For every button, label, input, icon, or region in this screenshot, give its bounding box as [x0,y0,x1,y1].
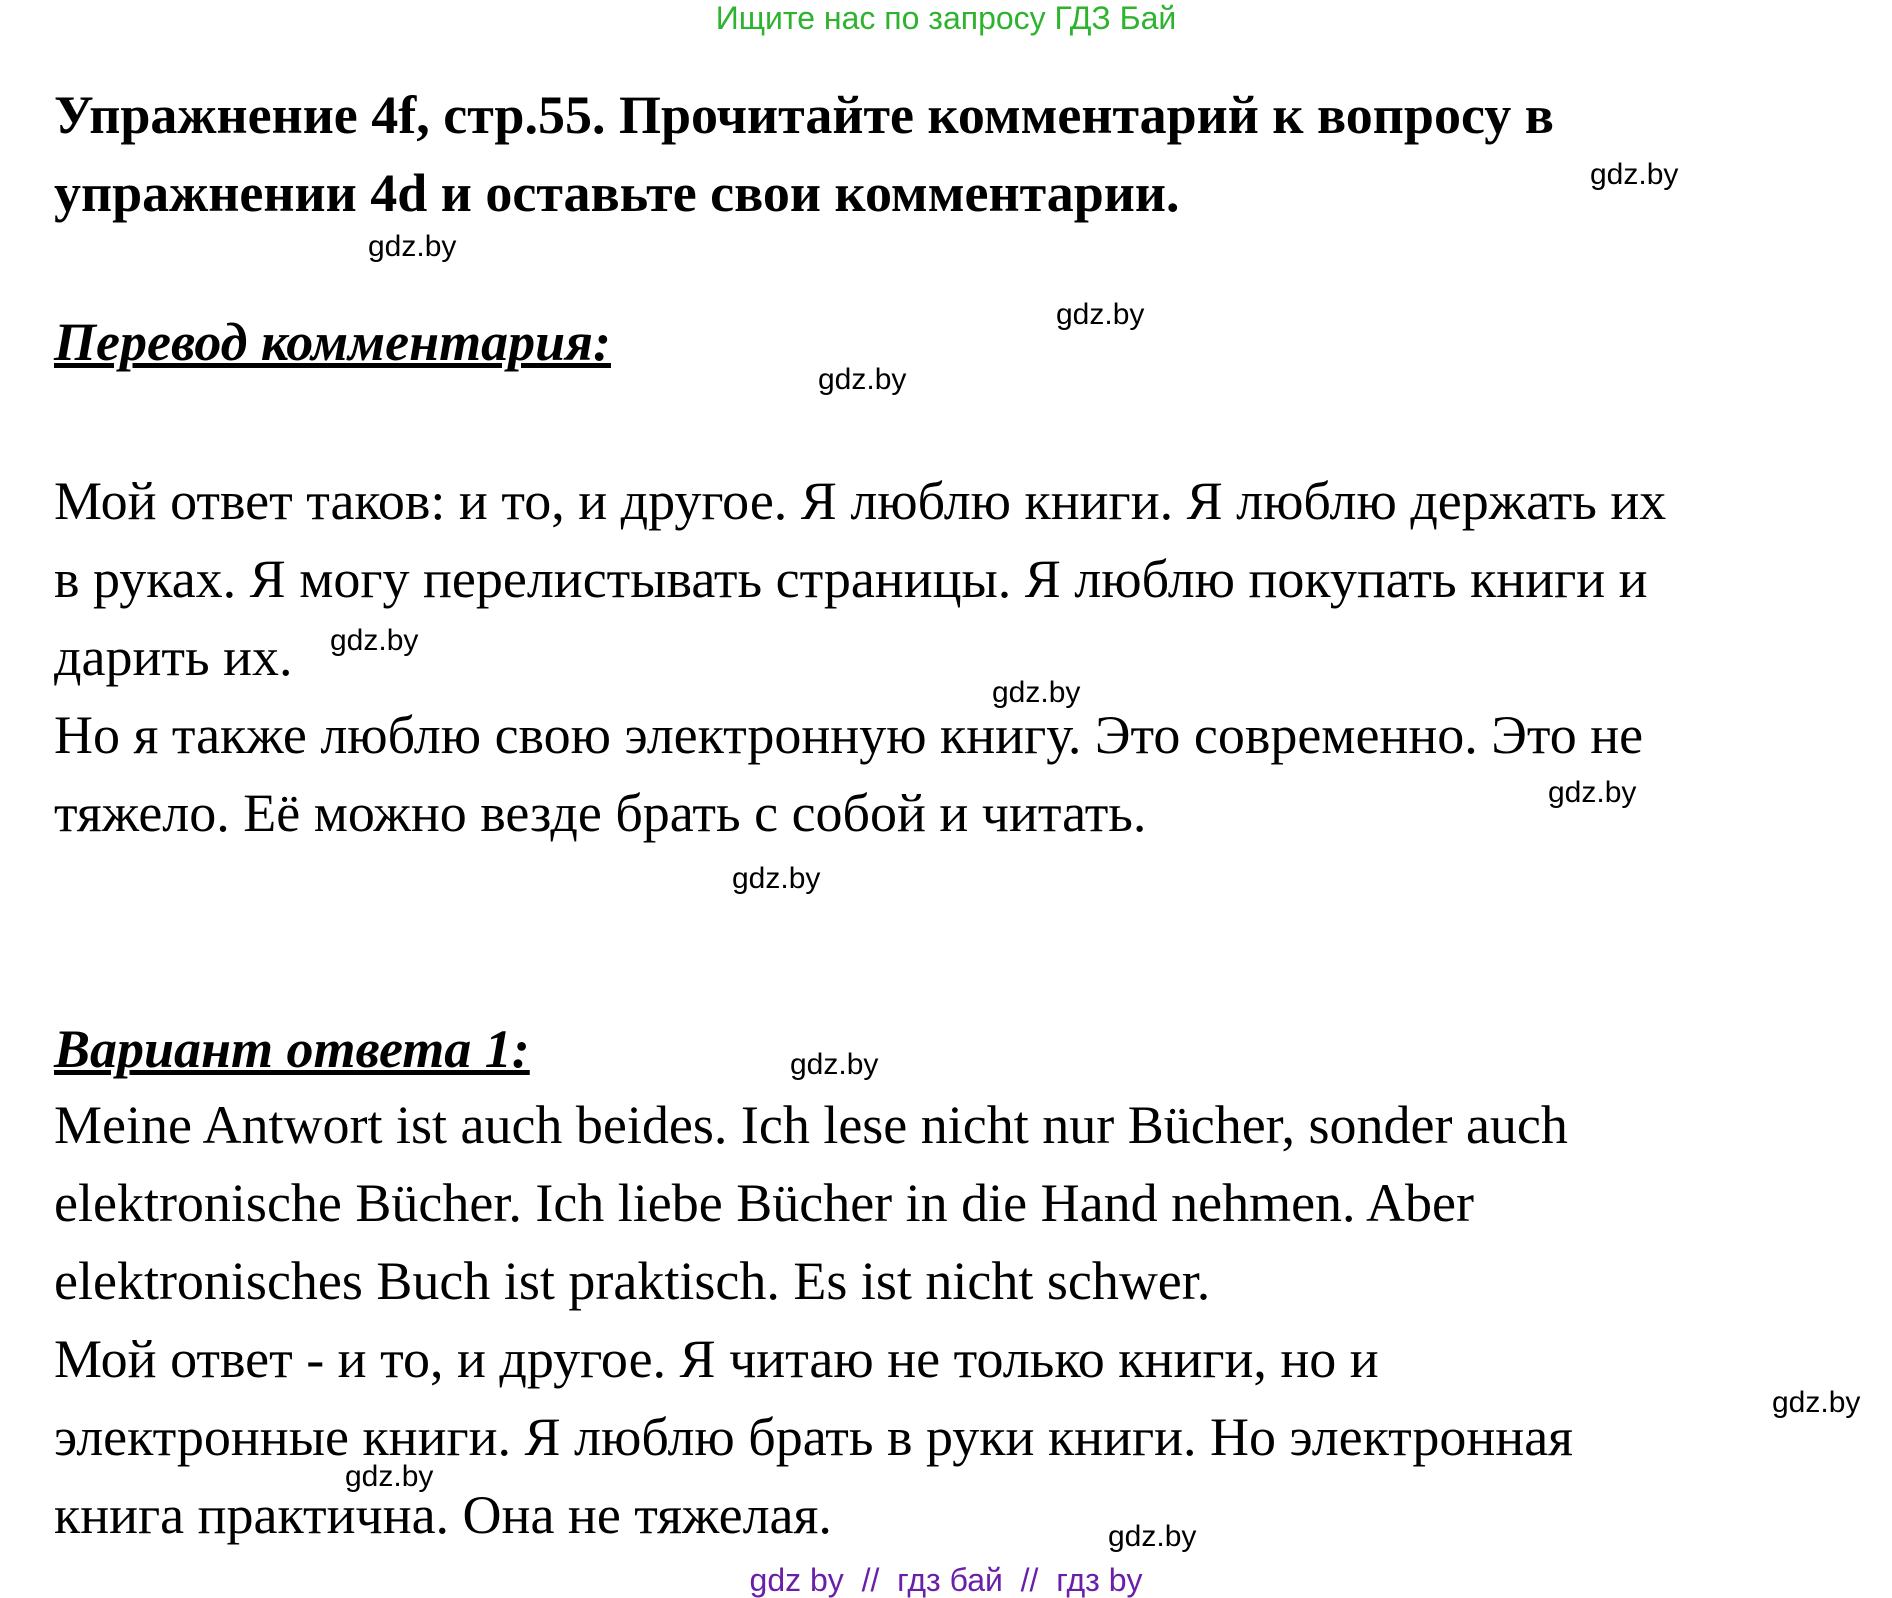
watermark: gdz.by [818,363,907,396]
text-line: Но я также люблю свою электронную книгу. Это современно. Это не [54,705,1644,765]
variant-russian-paragraph [54,1320,1573,1554]
watermark: gdz.by [992,676,1081,709]
text-line: тяжело. Её можно везде брать с собой и читать. [54,783,1147,843]
watermark: gdz.by [368,230,457,263]
watermark: gdz.by [345,1460,434,1493]
top-banner: Ищите нас по запросу ГДЗ Бай [715,0,1177,36]
text-line: в руках. Я могу перелистывать страницы. Я люблю покупать книги и [54,549,1648,609]
watermark: gdz.by [790,1048,879,1081]
translation-paragraph-2 [54,696,1643,852]
text-line: дарить их. [54,627,293,687]
watermark: gdz.by [330,624,419,657]
footer-watermark: gdz by // гдз бай // гдз by [749,1562,1143,1598]
exercise-heading [54,76,1814,232]
text-line: электронные книги. Я люблю брать в руки книги. Но электронная [54,1407,1574,1467]
watermark: gdz.by [1772,1386,1861,1419]
watermark: gdz.by [1548,776,1637,809]
watermark: gdz.by [1108,1520,1197,1553]
text-line: elektronisches Buch ist praktisch. Es ist nicht schwer. [54,1251,1211,1311]
watermark: gdz.by [732,862,821,895]
text-line: Мой ответ - и то, и другое. Я читаю не только книги, но и [54,1329,1379,1389]
watermark: gdz.by [1590,158,1679,191]
text-line: Meine Antwort ist auch beides. Ich lese nicht nur Bücher, sonder auch [54,1095,1568,1155]
translation-paragraph-1 [54,462,1666,696]
text-line: книга практична. Она не тяжелая. [54,1485,832,1545]
text-line: elektronische Bücher. Ich liebe Bücher in die Hand nehmen. Aber [54,1173,1475,1233]
watermark: gdz.by [1056,298,1145,331]
variant-title: Вариант ответа 1: [54,1019,530,1079]
text-line: Мой ответ таков: и то, и другое. Я люблю книги. Я люблю держать их [54,471,1667,531]
variant-german-paragraph [54,1086,1568,1320]
translation-title: Перевод комментария: [54,312,611,372]
heading-line-1: Упражнение 4f, стр.55. Прочитайте комментарий к вопросу в [54,85,1554,145]
heading-line-2: упражнении 4d и оставьте свои комментарии. [54,163,1180,223]
